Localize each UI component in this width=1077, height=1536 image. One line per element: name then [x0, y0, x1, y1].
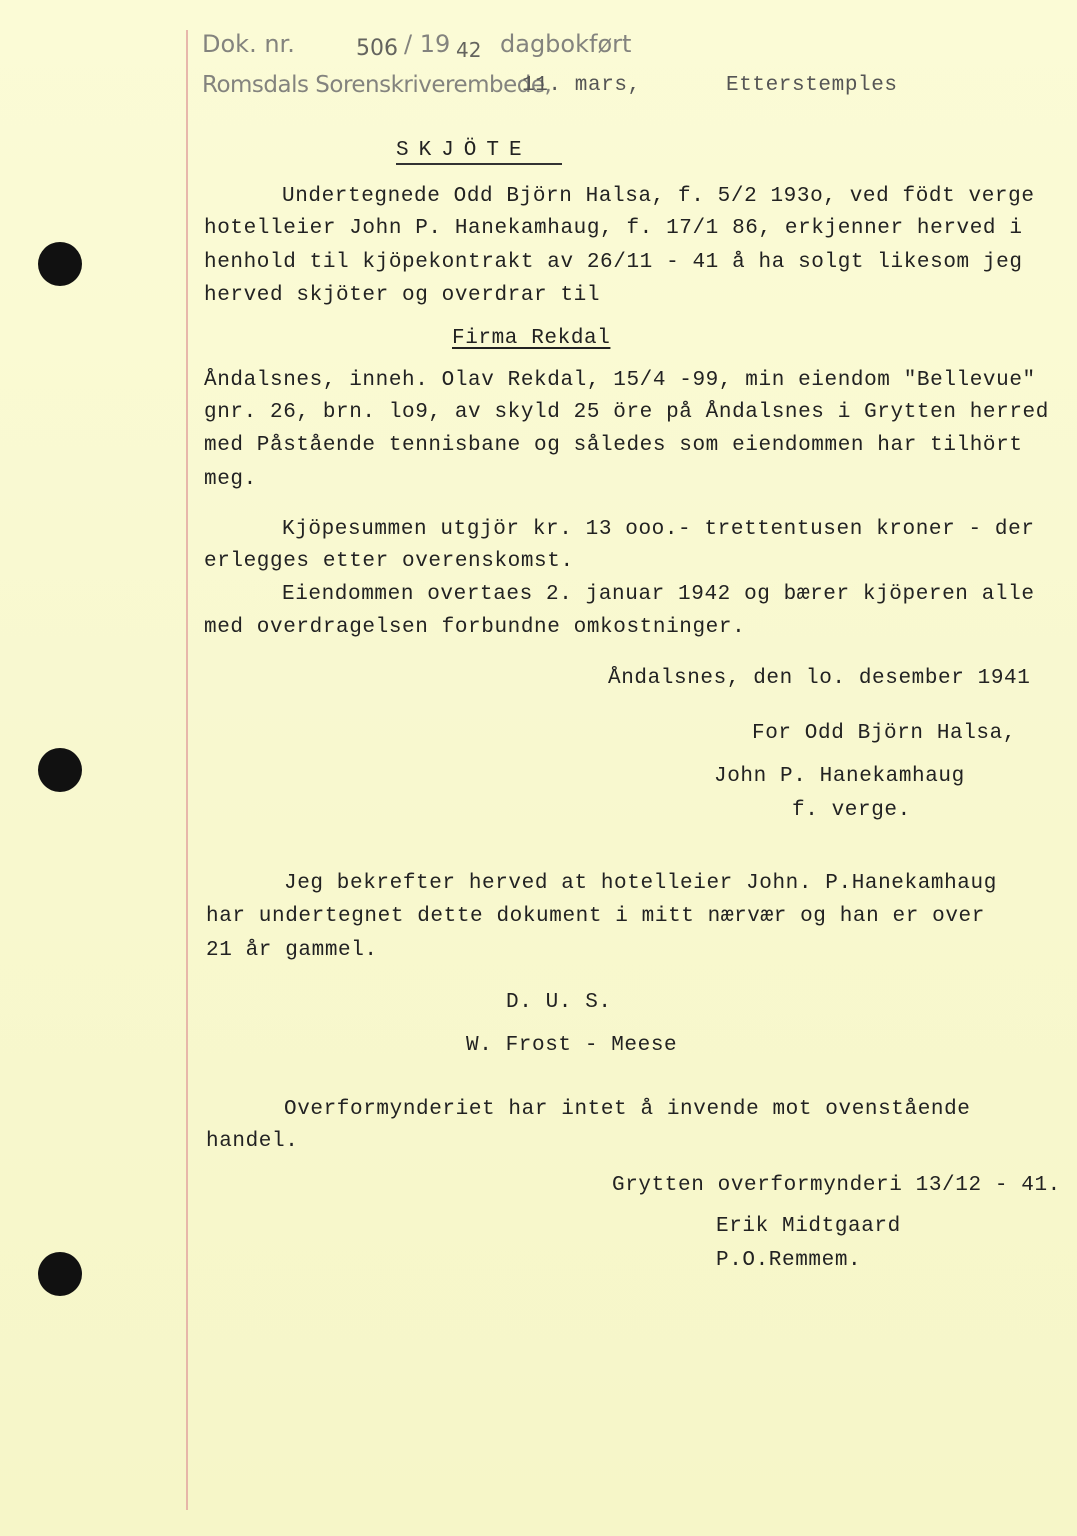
text-line: Åndalsnes, inneh. Olav Rekdal, 15/4 -99, min eiendom "Bellevue" — [204, 369, 1036, 392]
text-line: gnr. 26, brn. lo9, av skyld 25 öre på Åndalsnes i Grytten herred — [204, 401, 1049, 424]
punch-hole-bottom — [38, 1252, 82, 1296]
text-line: hotelleier John P. Hanekamhaug, f. 17/1 86, erkjenner herved i — [204, 217, 1023, 240]
text-line: med overdragelsen forbundne omkostninger. — [204, 616, 746, 639]
office-stamp: Romsdals Sorenskriverembede, — [202, 72, 552, 98]
place-date: Åndalsnes, den lo. desember 1941 — [608, 667, 1031, 690]
text-line: Undertegnede Odd Björn Halsa, f. 5/2 193o, ved födt verge — [282, 185, 1035, 208]
registration-date: 11. mars, — [522, 74, 641, 97]
overformynderi-line: Grytten overformynderi 13/12 - 41. — [612, 1174, 1061, 1197]
text-line: meg. — [204, 468, 257, 491]
text-line: henhold til kjöpekontrakt av 26/11 - 41 å ha solgt likesom jeg — [204, 251, 1023, 274]
signature-line: For Odd Björn Halsa, — [752, 722, 1017, 745]
punch-hole-middle — [38, 748, 82, 792]
text-line: med Påstående tennisbane og således som eiendommen har tilhört — [204, 434, 1023, 457]
text-line: Kjöpesummen utgjör kr. 13 ooo.- trettentusen kroner - der — [282, 518, 1035, 541]
buyer-name: Firma Rekdal — [452, 327, 611, 350]
text-line: 21 år gammel. — [206, 939, 378, 962]
signature-line: John P. Hanekamhaug — [714, 765, 965, 788]
dok-slash: / 19 — [404, 30, 451, 58]
text-line: handel. — [206, 1130, 299, 1153]
text-line: Overformynderiet har intet å invende mot ovenstående — [284, 1098, 971, 1121]
punch-hole-top — [38, 242, 82, 286]
witness-line: W. Frost - Meese — [466, 1034, 678, 1057]
text-line: Eiendommen overtaes 2. januar 1942 og bærer kjöperen alle — [282, 583, 1035, 606]
margin-line — [186, 30, 188, 1510]
title-underline — [396, 163, 562, 165]
text-line: erlegges etter overenskomst. — [204, 550, 574, 573]
signature-line: Erik Midtgaard — [716, 1215, 901, 1238]
registration-note: Etterstemples — [726, 74, 898, 97]
dok-label: Dok. nr. — [202, 30, 295, 58]
dok-year: 42 — [456, 38, 482, 62]
signature-line: P.O.Remmem. — [716, 1249, 862, 1272]
document-title: SKJÖTE — [396, 139, 532, 162]
dus-line: D. U. S. — [506, 991, 612, 1014]
text-line: Jeg bekrefter herved at hotelleier John. P.Hanekamhaug — [284, 872, 997, 895]
text-line: herved skjöter og overdrar til — [204, 284, 601, 307]
dok-number: 506 — [356, 36, 398, 61]
signature-line: f. verge. — [792, 799, 911, 822]
dagbokfort-label: dagbokført — [500, 30, 632, 58]
text-line: har undertegnet dette dokument i mitt nærvær og han er over — [206, 905, 985, 928]
